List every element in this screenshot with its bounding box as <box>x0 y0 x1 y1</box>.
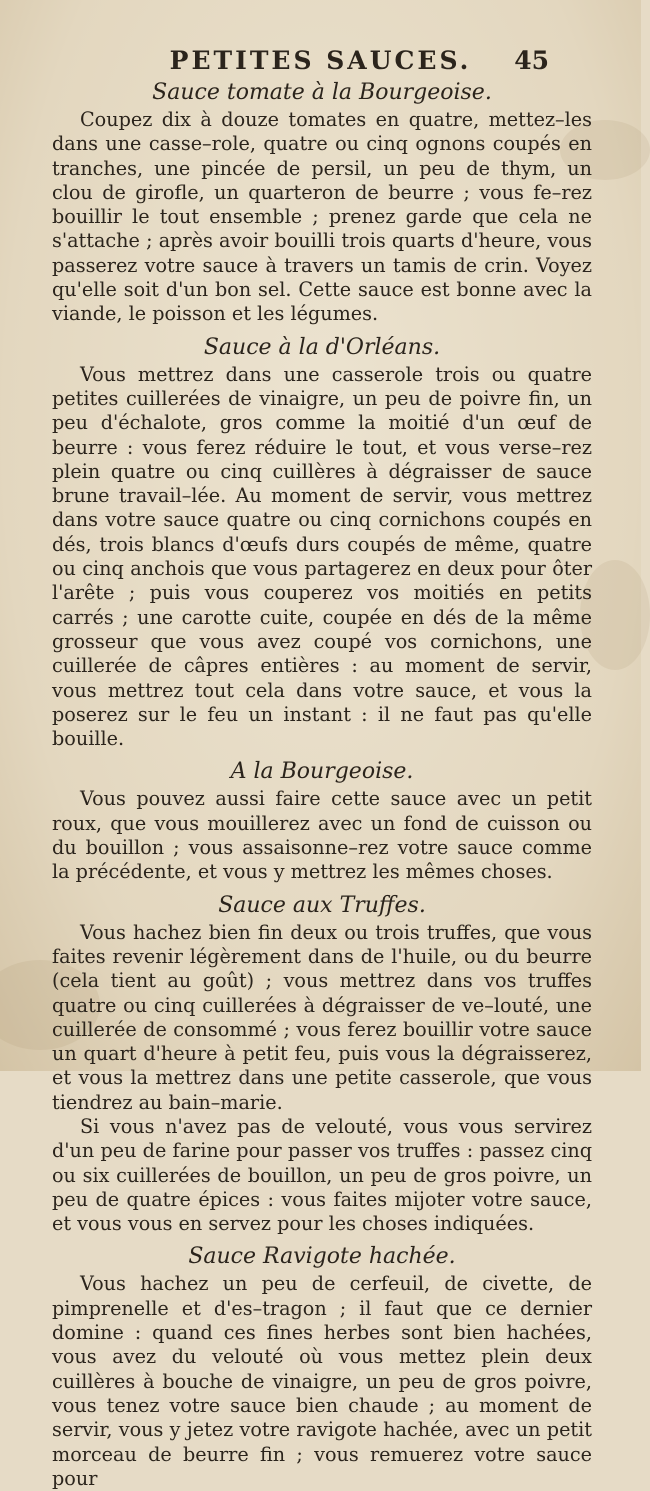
paragraph-sauce-tomate: Coupez dix à douze tomates en quatre, mettez–les dans une casse–role, quatre ou cinq ognons coupés en tranches, une pincée de persil, un peu de thym, un clou de girofle, un quarteron de beurre ; vous fe–rez bouillir le tout ensemble ; prenez garde que cela ne s'attache ; après avoir bouilli trois quarts d'heure, vous passerez votre sauce à travers un tamis de crin. Voyez qu'elle soit d'un bon sel. Cette sauce est bonne avec la viande, le poisson et les légumes. <box>52 108 592 326</box>
paragraph-ravigote: Vous hachez un peu de cerfeuil, de civette, de pimprenelle et d'es–tragon ; il faut que ce dernier domine : quand ces fines herbes sont bien hachées, vous avez du velouté où vous mettez plein deux cuillères à bouche de vinaigre, un peu de gros poivre, vous tenez votre sauce bien chaude ; au moment de servir, vous y jetez votre ravigote hachée, avec un petit morceau de beurre fin ; vous remuerez votre sauce pour <box>52 1272 592 1490</box>
paragraph-bourgeoise: Vous pouvez aussi faire cette sauce avec un petit roux, que vous mouillerez avec un fond de cuisson ou du bouillon ; vous assaisonne–rez votre sauce comme la précédente, et vous y mettrez les mêmes choses. <box>52 787 592 884</box>
page-body <box>52 78 592 1491</box>
running-title: PETITES SAUCES. <box>169 46 472 75</box>
page-header <box>0 46 641 82</box>
paragraph-truffes-2: Si vous n'avez pas de velouté, vous vous servirez d'un peu de farine pour passer vos truffes : passez cinq ou six cuillerées de bouillon, un peu de gros poivre, un peu de quatre épices : vous faites mijoter votre sauce, et vous vous en servez pour les choses indiquées. <box>52 1114 592 1236</box>
section-title-sauce-tomate: Sauce tomate à la Bourgeoise. <box>152 80 492 105</box>
page-number: 45 <box>514 46 549 75</box>
paragraph-truffes: Vous hachez bien fin deux ou trois truffes, que vous faites revenir légèrement dans de l'huile, ou du beurre (cela tient au goût) ; vous mettrez dans vos truffes quatre ou cinq cuillerées à dégraisser de ve–louté, une cuillerée de consommé ; vous ferez bouillir votre sauce un quart d'heure à petit feu, puis vous la dégraisserez, et vous la mettrez dans une petite casserole, que vous tiendrez au bain–marie. <box>52 920 592 1114</box>
section-title-orleans: Sauce à la d'Orléans. <box>203 334 441 360</box>
section-title-ravigote: Sauce Ravigote hachée. <box>188 1244 456 1270</box>
section-title-truffes: Sauce aux Truffes. <box>218 892 426 918</box>
section-title-bourgeoise: A la Bourgeoise. <box>230 759 414 785</box>
paragraph-orleans: Vous mettrez dans une casserole trois ou quatre petites cuillerées de vinaigre, un peu de poivre fin, un peu d'échalote, gros comme la moitié d'un œuf de beurre : vous ferez réduire le tout, et vous verse–rez plein quatre ou cinq cuillères à dégraisser de sauce brune travail–lée. Au moment de servir, vous mettrez dans votre sauce quatre ou cinq cornichons coupés en dés, trois blancs d'œufs durs coupés de même, quatre ou cinq anchois que vous partagerez en deux pour ôter l'arête ; puis vous couperez vos moitiés en petits carrés ; une carotte cuite, coupée en dés de la même grosseur que vous avez coupé vos cornichons, une cuillerée de câpres entières : au moment de servir, vous mettrez tout cela dans votre sauce, et vous la poserez sur le feu un instant : il ne faut pas qu'elle bouille. <box>52 362 592 751</box>
